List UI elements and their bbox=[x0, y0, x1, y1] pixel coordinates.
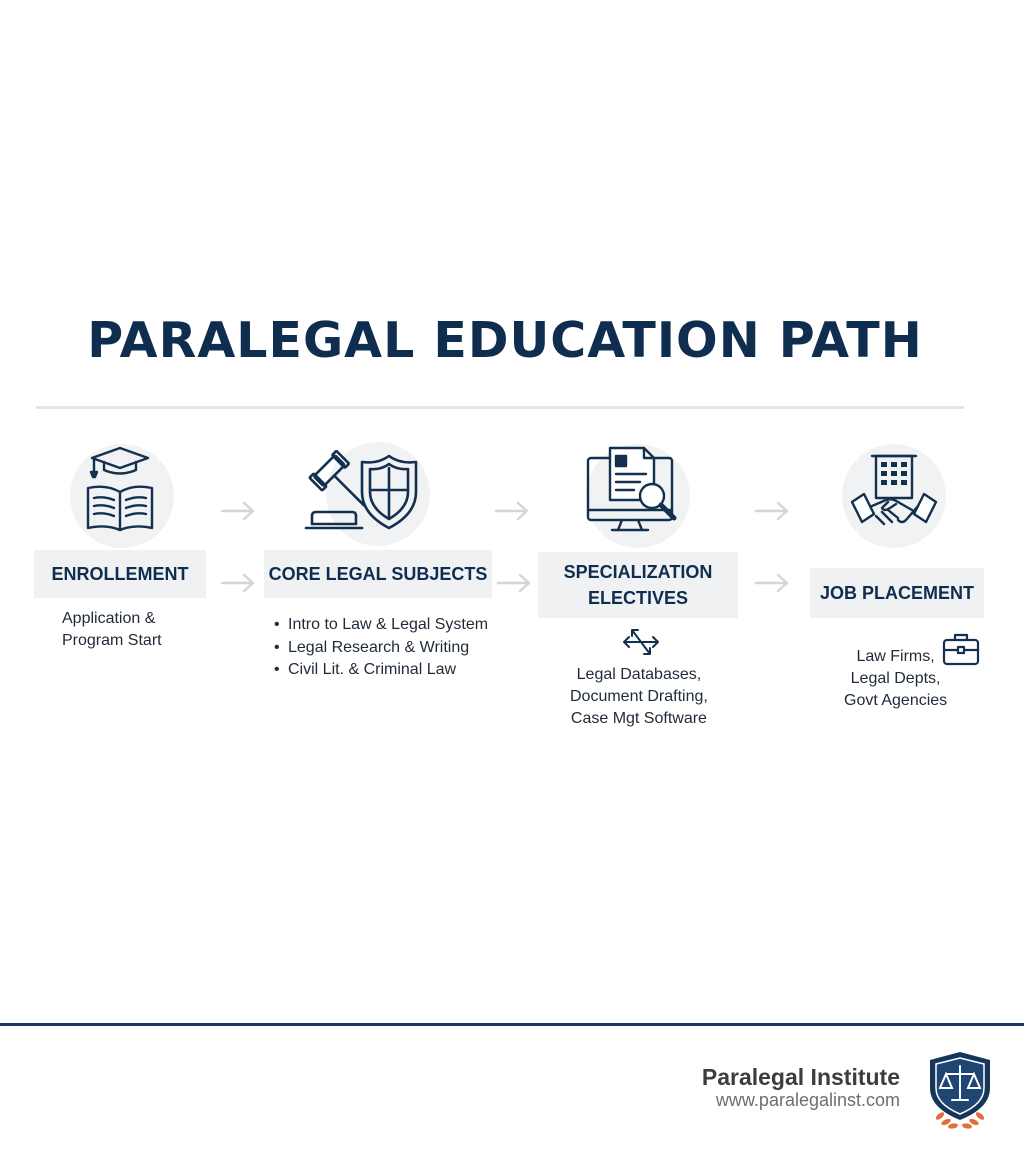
flow-arrow-icon bbox=[220, 572, 256, 594]
title-divider bbox=[36, 406, 964, 409]
enrollment-icon-circle bbox=[70, 444, 174, 548]
brand-name: Paralegal Institute bbox=[701, 1064, 900, 1090]
brand-url: www.paralegalinst.com bbox=[715, 1090, 900, 1110]
page-title: PARALEGAL EDUCATION PATH bbox=[87, 312, 923, 369]
job-placement-icon-circle bbox=[842, 444, 946, 548]
job-placement-label-text: JOB PLACEMENT bbox=[819, 583, 974, 603]
list-item: • Civil Lit. & Criminal Law bbox=[274, 659, 488, 682]
job-placement-line: Govt Agencies bbox=[844, 692, 948, 709]
enrollment-line: Program Start bbox=[62, 632, 162, 649]
electives-description bbox=[570, 664, 708, 730]
flow-arrow-icon bbox=[754, 572, 790, 594]
building-handshake-icon bbox=[842, 444, 946, 548]
electives-label bbox=[538, 552, 738, 618]
enrollment-label bbox=[34, 550, 206, 598]
enrollment-label-text: ENROLLEMENT bbox=[51, 564, 189, 584]
electives-icon-circle bbox=[586, 444, 690, 548]
electives-line: Case Mgt Software bbox=[570, 710, 707, 727]
electives-label-line: ELECTIVES bbox=[587, 588, 689, 608]
electives-line: Legal Databases, bbox=[576, 666, 702, 683]
gavel-shield-icon bbox=[304, 442, 434, 546]
job-placement-label bbox=[810, 568, 984, 618]
enrollment-line: Application & bbox=[62, 610, 156, 627]
list-item: • Legal Research & Writing bbox=[274, 637, 488, 660]
footer-divider bbox=[0, 1023, 1024, 1026]
core-subjects-label-text: CORE LEGAL SUBJECTS bbox=[268, 564, 488, 584]
core-subjects-list bbox=[274, 614, 488, 682]
core-subjects-icon-circle bbox=[326, 442, 430, 546]
electives-line: Document Drafting, bbox=[570, 688, 708, 705]
job-placement-description bbox=[844, 646, 947, 712]
list-item: • Intro to Law & Legal System bbox=[274, 614, 488, 637]
flow-arrow-icon bbox=[496, 572, 532, 594]
flow-arrow-icon bbox=[220, 500, 256, 522]
job-placement-line: Legal Depts, bbox=[850, 670, 941, 687]
graduation-book-icon bbox=[70, 444, 174, 548]
flow-arrow-icon bbox=[754, 500, 790, 522]
enrollment-description bbox=[62, 608, 162, 652]
job-placement-line: Law Firms, bbox=[856, 648, 935, 665]
briefcase-icon bbox=[942, 632, 980, 666]
arrows-icon bbox=[620, 624, 662, 660]
flow-arrow-icon bbox=[494, 500, 530, 522]
electives-label-line: SPECIALIZATION bbox=[563, 562, 713, 582]
core-subjects-label bbox=[264, 550, 492, 598]
scales-of-justice-shield-icon bbox=[926, 1050, 994, 1132]
document-computer-search-icon bbox=[582, 444, 692, 548]
